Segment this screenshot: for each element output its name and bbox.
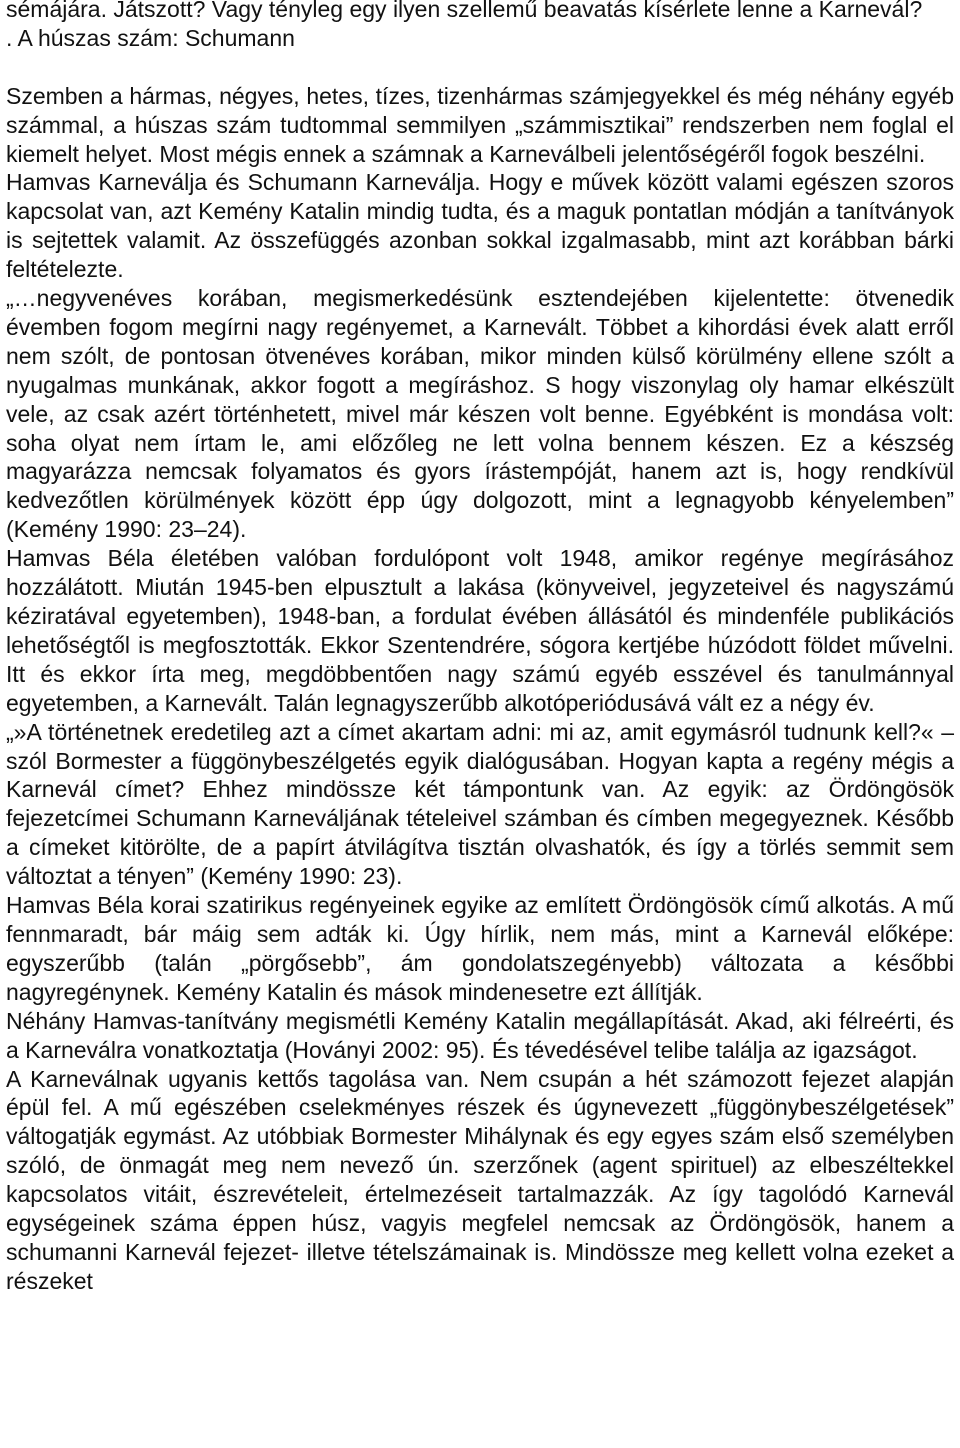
paragraph: A Karneválnak ugyanis kettős tagolása van. Nem csupán a hét számozott fejezet alapján épül fel. A mű egészében cselekményes részek és úgynevezett „függönybeszélgetések” váltogatják egymást. Az utóbbiak Bormester Mihálynak és egy egyes szám első személyben szóló, de önmagát meg nem nevező ún. szerzőnek (agent spirituel) az elbeszéltekkel kapcsolatos vitáit, észrevételeit, értelmezéseit tartalmazzák. Az így tagolódó Karnevál egységeinek száma éppen húsz, vagyis megfelel nemcsak az Ördöngösök, hanem a schumanni Karnevál fejezet- illetve tételszámainak is. Mindössze meg kellett volna ezeket a részeket <box>6 1065 954 1294</box>
paragraph: Hamvas Béla életében valóban fordulópont volt 1948, amikor regénye megírásához hozzálátott. Miután 1945-ben elpusztult a lakása (könyveivel, jegyzeteivel és nagyszámú kéziratával egyetemben), 1948-ban, a fordulat évében állásától és mindenféle publikációs lehetőségtől is megfosztották. Ekkor Szentendrére, sógora kertjébe húzódott földet művelni. Itt és ekkor írta meg, megdöbbentően nagy számú egyéb esszével és tanulmánnyal egyetemben, a Karnevált. Talán legnagyszerűbb alkotóperiódusává vált ez a négy év. <box>6 545 954 716</box>
quote-paragraph: „»A történetnek eredetileg azt a címet akartam adni: mi az, amit egymásról tudnunk kell?« – szól Bormester a függönybeszélgetés egyik dialógusában. Hogyan kapta a regény mégis a Karnevál címet? Ehhez mindössze két támpontunk van. Az egyik: az Ördöngösök fejezetcímei Schumann Karneváljának tételeivel számban és címben megegyeznek. Később a címeket kitörölte, de a papírt átvilágítva tisztán olvashatók, és így a törlés semmit sem változtat a tényen” (Kemény 1990: 23). <box>6 718 954 890</box>
paragraph: Szemben a hármas, négyes, hetes, tízes, tizenhármas számjegyekkel és még néhány egyéb számmal, a húszas szám tudtommal semmilyen „számmisztikai” rendszerben nem foglal el kiemelt helyet. Most mégis ennek a számnak a Karneválbeli jelentőségéről fogok beszélni. <box>6 82 954 167</box>
section-heading: . A húszas szám: Schumann <box>6 24 295 51</box>
paragraph: Hamvas Béla korai szatirikus regényeinek egyike az említett Ördöngösök című alkotás. A mű fennmaradt, bár máig sem adták ki. Úgy hírlik, nem más, mint a Karnevál előképe: egyszerűbb (talán „pörgősebb”, ám gondolatszegényebb) változata a későbbi nagyregénynek. Kemény Katalin és mások mindenesetre ezt állítják. <box>6 892 954 1005</box>
quote-paragraph: „…negyvenéves korában, megismerkedésünk esztendejében kijelentette: ötvenedik évemben fogom megírni nagy regényemet, a Karnevált. Többet a kihordási évek alatt erről nem szólt, de pontosan ötvenéves korában, mikor minden külső körülmény ellene szólt a nyugalmas munkának, akkor fogott a megíráshoz. S hogy viszonylag oly hamar elkészült vele, az csak azért történhetett, mivel már készen volt benne. Egyébként is mondása volt: soha olyat nem írtam le, ami előzőleg ne lett volna bennem készen. Ez a készség magyarázza nemcsak folyamatos és gyors írástempóját, hanem azt is, hogy rendkívül kedvezőtlen körülmények között épp úgy dolgozott, mint a legnagyobb kényelemben” (Kemény 1990: 23–24). <box>6 285 954 543</box>
paragraph: Néhány Hamvas-tanítvány megismétli Kemény Katalin megállapítását. Akad, aki félreérti, és a Karneválra vonatkoztatja (Hoványi 2002: 95). És tévedésével telibe találja az igazságot. <box>6 1007 954 1063</box>
paragraph-intro: sémájára. Játszott? Vagy tényleg egy ilyen szellemű beavatás kísérlete lenne a Karnevál? <box>6 0 923 22</box>
paragraph: Hamvas Karneválja és Schumann Karneválja. Hogy e művek között valami egészen szoros kapcsolat van, azt Kemény Katalin mindig tudta, és a maguk pontatlan módján a tanítványok is sejtettek valamit. Az összefüggés azonban sokkal izgalmasabb, mint azt korábban bárki feltételezte. <box>6 169 954 283</box>
